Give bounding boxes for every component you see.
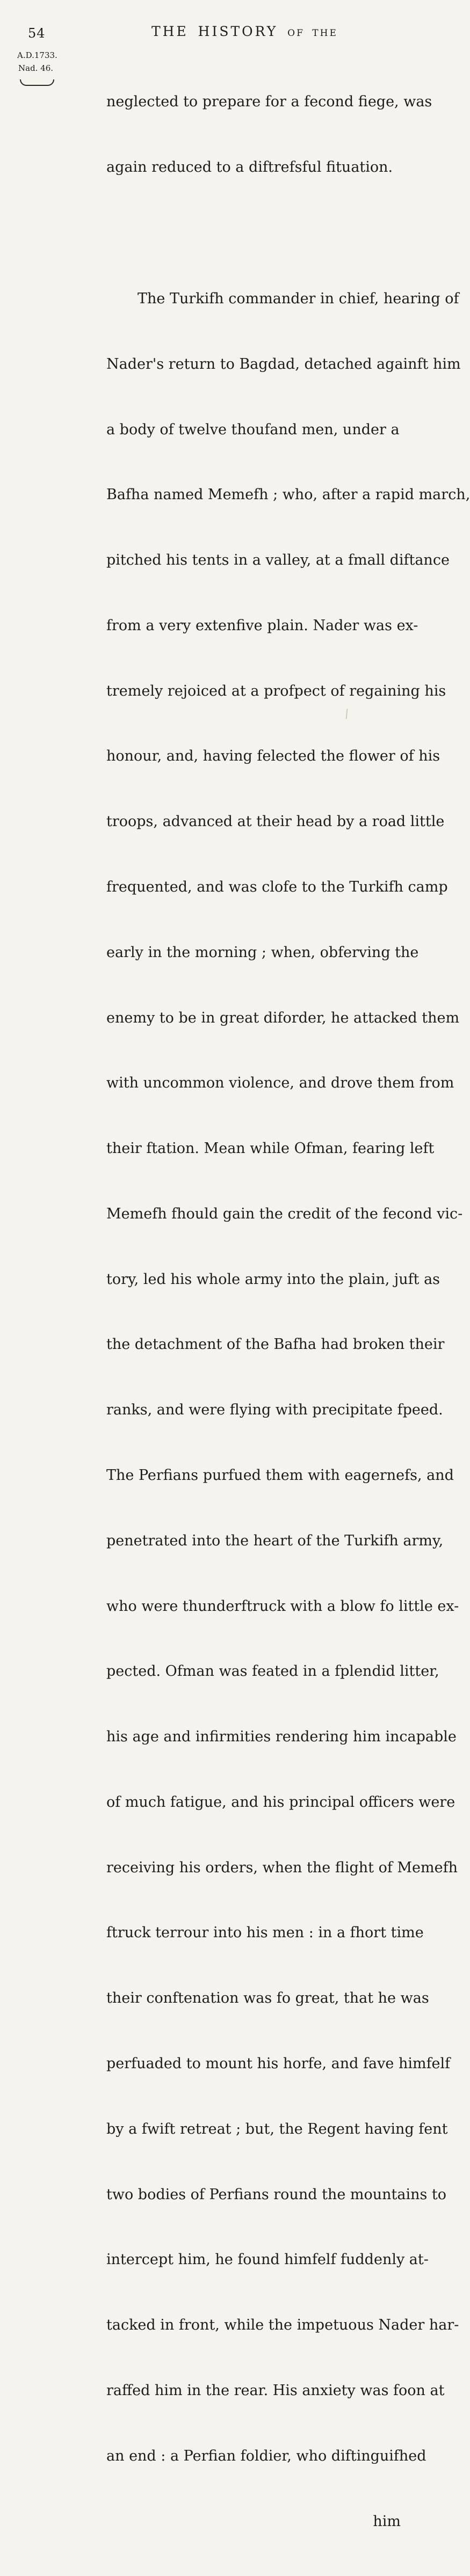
running-head-suffix: OF THE (287, 28, 338, 39)
text-line: their conftenation was fo great, that he was (106, 1990, 429, 2007)
text-line: neglected to prepare for a fecond fiege, was (106, 93, 432, 111)
text-line: pitched his tents in a valley, at a fmall diftance (106, 552, 450, 569)
text-line: two bodies of Perfians round the mountains to (106, 2186, 447, 2203)
text-line: by a fwift retreat ; but, the Regent having fent (106, 2120, 448, 2137)
text-line: Memefh fhould gain the credit of the fecond vic- (106, 1205, 463, 1222)
text-line: tory, led his whole army into the plain, juft as (106, 1271, 440, 1288)
running-head-title: THE HISTORY (151, 24, 278, 39)
catchword: him (373, 2513, 401, 2530)
text-line: ftruck terrour into his men : in a fhort time (106, 1924, 424, 1942)
text-line: tremely rejoiced at a profpect of regaining his (106, 682, 446, 699)
text-line: The Turkifh commander in chief, hearing of (138, 290, 459, 307)
text-line: who were thunderftruck with a blow fo little ex- (106, 1597, 459, 1615)
text-line: tacked in front, while the impetuous Nader har- (106, 2317, 459, 2334)
text-line: an end : a Perfian foldier, who diftinguifhed (106, 2447, 426, 2464)
paragraph-gap (106, 222, 413, 245)
text-line: enemy to be in great diforder, he attacked them (106, 1009, 460, 1026)
text-line: raffed him in the rear. His anxiety was foon at (106, 2382, 445, 2399)
text-line: the detachment of the Bafha had broken their (106, 1336, 445, 1353)
text-line: a body of twelve thoufand men, under a (106, 421, 400, 438)
text-line: honour, and, having felected the flower of his (106, 748, 440, 765)
text-line: Nader's return to Bagdad, detached againft him (106, 355, 461, 373)
text-line: intercept him, he found himfelf fuddenly at- (106, 2251, 429, 2268)
body-text (106, 48, 470, 2576)
margin-note-year: A.D.1733. (17, 50, 57, 60)
text-line: pected. Ofman was feated in a fplendid litter, (106, 1663, 439, 1680)
text-line: receiving his orders, when the flight of Memefh (106, 1859, 458, 1876)
text-line: ranks, and were flying with precipitate fpeed. (106, 1402, 443, 1419)
text-line: with uncommon violence, and drove them from (106, 1075, 454, 1092)
text-line: from a very extenfive plain. Nader was ex- (106, 617, 418, 634)
running-head (151, 24, 338, 39)
text-line: perfuaded to mount his horfe, and fave himfelf (106, 2055, 451, 2073)
text-line: their ftation. Mean while Ofman, fearing left (106, 1140, 435, 1157)
text-line: early in the morning ; when, obferving the (106, 944, 419, 961)
text-line: troops, advanced at their head by a road little (106, 813, 445, 830)
page-number: 54 (28, 26, 46, 41)
text-line: of much fatigue, and his principal officers were (106, 1793, 455, 1811)
margin-note-nad: Nad. 46. (18, 63, 54, 73)
text-line: again reduced to a diftrefsful fituation. (106, 158, 393, 176)
text-line: frequented, and was clofe to the Turkifh camp (106, 878, 448, 895)
text-line: The Perfians purfued them with eagernefs, and (106, 1467, 454, 1484)
margin-bracket (20, 79, 54, 86)
text-line: his age and infirmities rendering him incapable (106, 1728, 457, 1746)
page-mark: / (343, 707, 350, 721)
text-line: penetrated into the heart of the Turkifh army, (106, 1532, 444, 1549)
text-line: Bafha named Memefh ; who, after a rapid march, (106, 486, 470, 503)
